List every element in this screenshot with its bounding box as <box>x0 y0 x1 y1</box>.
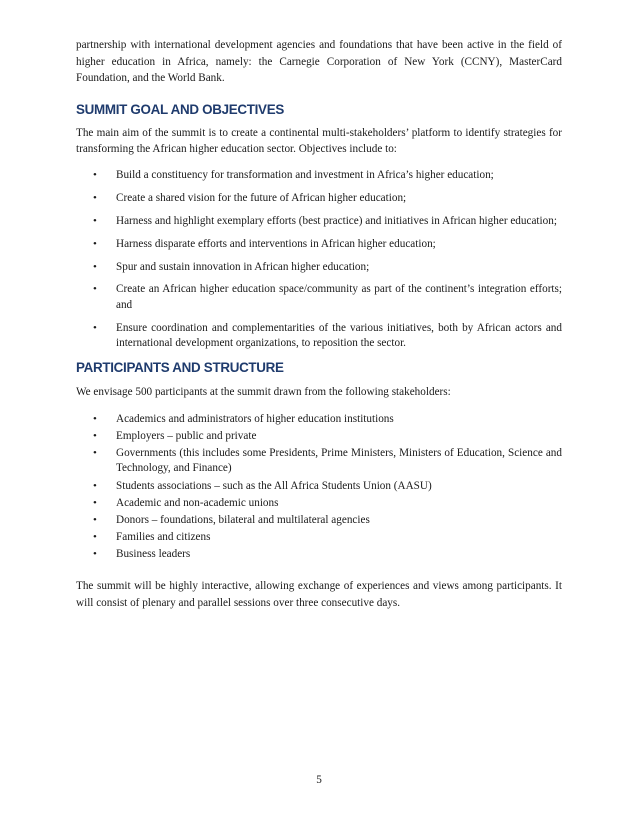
participants-paragraph: We envisage 500 participants at the summit drawn from the following stakeholders: <box>76 386 451 399</box>
list-item-text: Business leaders <box>116 547 191 560</box>
list-item-text: Academic and non-academic unions <box>116 496 279 509</box>
list-item <box>93 321 562 352</box>
list-item-text: Spur and sustain innovation in African higher education; <box>116 260 370 273</box>
list-item-text: Build a constituency for transformation and investment in Africa’s higher education; <box>116 168 494 181</box>
list-item <box>93 429 562 445</box>
objectives-list <box>76 168 562 352</box>
list-item-text: Governments (this includes some Presidents, Prime Ministers, Ministers of Education, Science and Technology, and Finance) <box>116 446 562 475</box>
list-item <box>93 214 562 230</box>
list-item <box>93 282 562 313</box>
list-item-text: Employers – public and private <box>116 429 257 442</box>
bullet-icon: • <box>93 214 97 227</box>
list-item <box>93 496 562 512</box>
goal-paragraph: The main aim of the summit is to create a continental multi-stakeholders’ platform to identify strategies for transforming the African higher education sector. Objectives include to: <box>76 126 562 156</box>
bullet-icon: • <box>93 513 97 526</box>
list-item-text: Donors – foundations, bilateral and multilateral agencies <box>116 513 370 526</box>
bullet-icon: • <box>93 283 97 296</box>
list-item-text: Ensure coordination and complementarities of the various initiatives, both by African actors and international development organizations, to reposition the sector. <box>116 321 562 350</box>
list-item-text: Harness and highlight exemplary efforts (best practice) and initiatives in African higher education; <box>116 214 557 227</box>
bullet-icon: • <box>93 168 97 181</box>
page-number: 5 <box>316 774 322 786</box>
bullet-icon: • <box>93 321 97 334</box>
bullet-icon: • <box>93 237 97 250</box>
bullet-icon: • <box>93 260 97 273</box>
closing-paragraph: The summit will be highly interactive, allowing exchange of experiences and views among participants. It will consist of plenary and parallel sessions over three consecutive days. <box>76 580 562 610</box>
list-item <box>93 191 562 207</box>
list-item <box>93 446 562 477</box>
list-item <box>93 168 562 184</box>
list-item <box>93 513 562 529</box>
bullet-icon: • <box>93 191 97 204</box>
list-item-text: Create an African higher education space/community as part of the continent’s integration efforts; and <box>116 283 562 311</box>
participants-heading: PARTICIPANTS AND STRUCTURE <box>76 360 284 376</box>
list-item-text: Students associations – such as the All Africa Students Union (AASU) <box>116 479 432 492</box>
bullet-icon: • <box>93 412 97 425</box>
goal-heading: SUMMIT GOAL AND OBJECTIVES <box>76 101 284 117</box>
bullet-icon: • <box>93 496 97 509</box>
list-item-text: Harness disparate efforts and interventions in African higher education; <box>116 237 436 250</box>
list-item-text: Academics and administrators of higher education institutions <box>116 412 394 425</box>
list-item-text: Create a shared vision for the future of African higher education; <box>116 191 407 204</box>
list-item <box>93 547 562 563</box>
bullet-icon: • <box>93 446 97 459</box>
bullet-icon: • <box>93 429 97 442</box>
list-item <box>93 237 562 253</box>
stakeholders-list <box>76 412 562 563</box>
document-page <box>76 37 562 612</box>
list-item-text: Families and citizens <box>116 530 211 543</box>
list-item <box>93 260 562 276</box>
bullet-icon: • <box>93 547 97 560</box>
list-item <box>93 530 562 546</box>
bullet-icon: • <box>93 530 97 543</box>
bullet-icon: • <box>93 479 97 492</box>
intro-paragraph: partnership with international development agencies and foundations that have been active in the field of higher education in Africa, namely: the Carnegie Corporation of New York (CCNY), MasterCard Foundation, and the World Bank. <box>76 39 562 85</box>
list-item <box>93 412 562 428</box>
list-item <box>93 479 562 495</box>
